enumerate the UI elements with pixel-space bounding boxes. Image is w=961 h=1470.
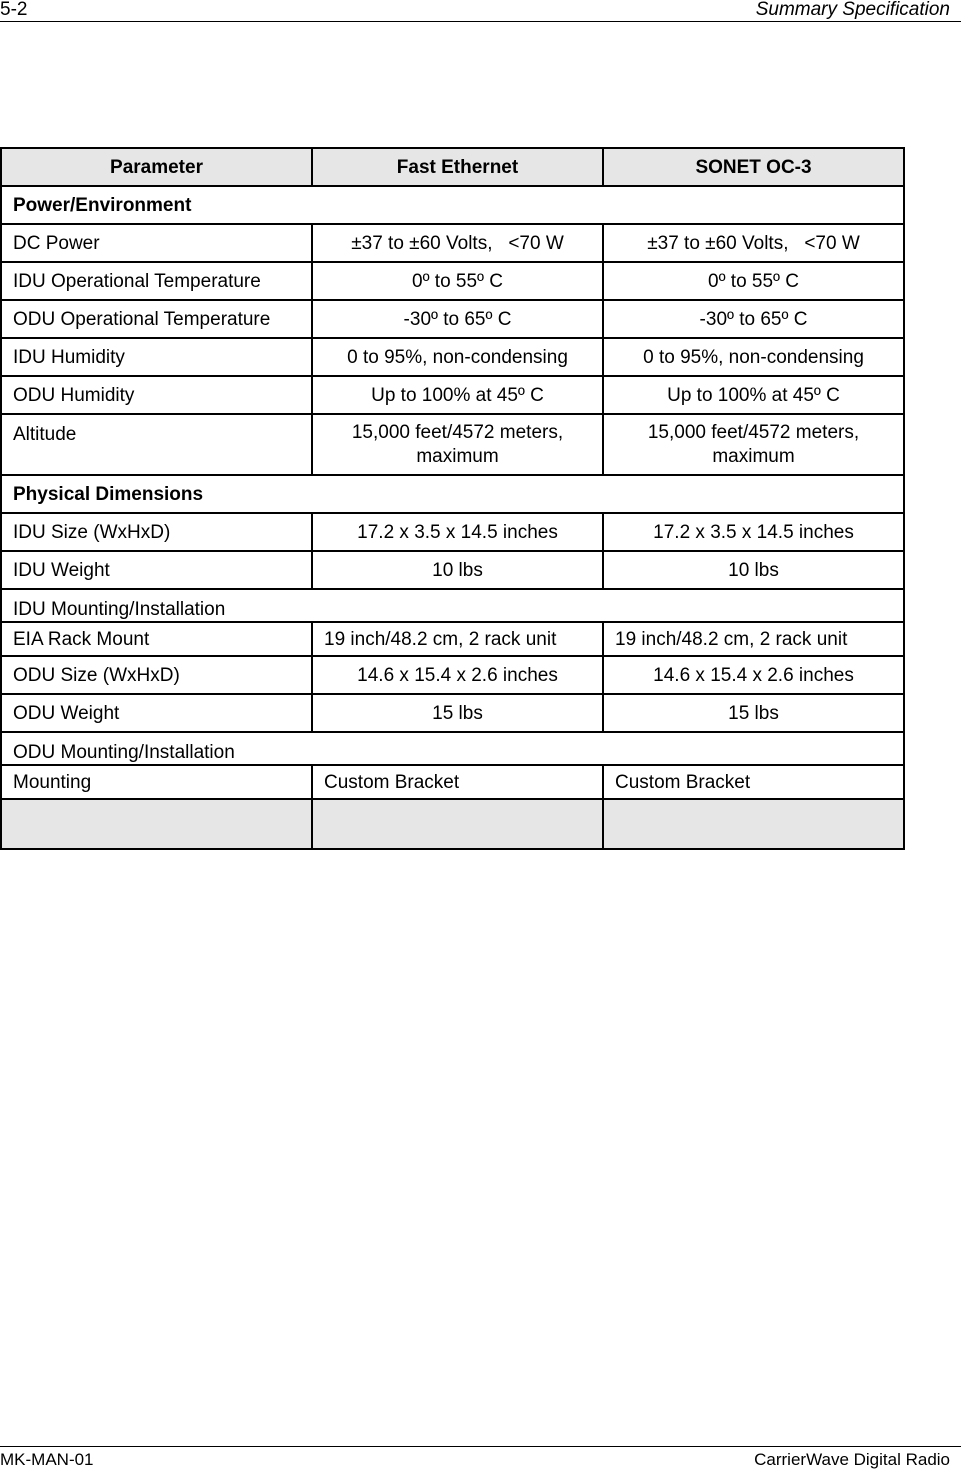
- value-fast-ethernet: ±37 to ±60 Volts, <70 W: [312, 224, 603, 262]
- param-odu-weight: ODU Weight: [1, 694, 312, 732]
- param-idu-humidity: IDU Humidity: [1, 338, 312, 376]
- value-sonet-oc3: 17.2 x 3.5 x 14.5 inches: [603, 513, 904, 551]
- value-fast-ethernet: -30º to 65º C: [312, 300, 603, 338]
- section-title-physical-dimensions: Physical Dimensions: [1, 475, 904, 513]
- column-header-parameter: Parameter: [1, 148, 312, 186]
- value-fast-ethernet: 19 inch/48.2 cm, 2 rack unit: [312, 622, 603, 656]
- section-title-odu-mounting: ODU Mounting/Installation: [1, 732, 904, 765]
- footer-cell: [603, 799, 904, 849]
- param-altitude: Altitude: [1, 414, 312, 475]
- table-row: [1, 338, 904, 376]
- value-fast-ethernet: 15 lbs: [312, 694, 603, 732]
- section-row-idu-mounting: [1, 589, 904, 622]
- section-row-physical-dimensions: [1, 475, 904, 513]
- table-header-row: [1, 148, 904, 186]
- product-name: CarrierWave Digital Radio: [754, 1450, 950, 1469]
- param-eia-rack-mount: EIA Rack Mount: [1, 622, 312, 656]
- column-header-sonet-oc3: SONET OC-3: [603, 148, 904, 186]
- param-idu-temperature: IDU Operational Temperature: [1, 262, 312, 300]
- value-sonet-oc3: ±37 to ±60 Volts, <70 W: [603, 224, 904, 262]
- table-row: [1, 376, 904, 414]
- table-row: [1, 513, 904, 551]
- value-sonet-oc3: Up to 100% at 45º C: [603, 376, 904, 414]
- table-row: [1, 622, 904, 656]
- specification-table: [0, 147, 905, 850]
- section-title-idu-mounting: IDU Mounting/Installation: [1, 589, 904, 622]
- value-fast-ethernet: 0º to 55º C: [312, 262, 603, 300]
- section-title: Summary Specification: [755, 0, 950, 20]
- section-row-power-environment: [1, 186, 904, 224]
- value-fast-ethernet: 14.6 x 15.4 x 2.6 inches: [312, 656, 603, 694]
- table-row: [1, 262, 904, 300]
- value-sonet-oc3: -30º to 65º C: [603, 300, 904, 338]
- section-title-power-environment: Power/Environment: [1, 186, 904, 224]
- table-row: [1, 414, 904, 475]
- value-fast-ethernet: 17.2 x 3.5 x 14.5 inches: [312, 513, 603, 551]
- page-header: [0, 0, 961, 22]
- table-row: [1, 765, 904, 799]
- value-sonet-oc3: 0 to 95%, non-condensing: [603, 338, 904, 376]
- footer-cell: [1, 799, 312, 849]
- param-odu-size: ODU Size (WxHxD): [1, 656, 312, 694]
- table-row: [1, 694, 904, 732]
- table-row: [1, 300, 904, 338]
- page-footer: [0, 1446, 961, 1469]
- value-fast-ethernet: 15,000 feet/4572 meters, maximum: [312, 414, 603, 475]
- value-sonet-oc3: Custom Bracket: [603, 765, 904, 799]
- table-row: [1, 656, 904, 694]
- table-row: [1, 224, 904, 262]
- param-mounting: Mounting: [1, 765, 312, 799]
- param-odu-temperature: ODU Operational Temperature: [1, 300, 312, 338]
- value-fast-ethernet: 0 to 95%, non-condensing: [312, 338, 603, 376]
- value-sonet-oc3: 19 inch/48.2 cm, 2 rack unit: [603, 622, 904, 656]
- table-row: [1, 551, 904, 589]
- param-dc-power: DC Power: [1, 224, 312, 262]
- value-fast-ethernet: Up to 100% at 45º C: [312, 376, 603, 414]
- document-id: MK-MAN-01: [0, 1450, 94, 1469]
- param-idu-weight: IDU Weight: [1, 551, 312, 589]
- column-header-fast-ethernet: Fast Ethernet: [312, 148, 603, 186]
- value-fast-ethernet: Custom Bracket: [312, 765, 603, 799]
- table-footer-row: [1, 799, 904, 849]
- param-idu-size: IDU Size (WxHxD): [1, 513, 312, 551]
- page-number: 5-2: [0, 0, 28, 20]
- footer-cell: [312, 799, 603, 849]
- section-row-odu-mounting: [1, 732, 904, 765]
- value-sonet-oc3: 10 lbs: [603, 551, 904, 589]
- value-sonet-oc3: 15,000 feet/4572 meters, maximum: [603, 414, 904, 475]
- value-sonet-oc3: 14.6 x 15.4 x 2.6 inches: [603, 656, 904, 694]
- value-sonet-oc3: 0º to 55º C: [603, 262, 904, 300]
- value-fast-ethernet: 10 lbs: [312, 551, 603, 589]
- value-sonet-oc3: 15 lbs: [603, 694, 904, 732]
- param-odu-humidity: ODU Humidity: [1, 376, 312, 414]
